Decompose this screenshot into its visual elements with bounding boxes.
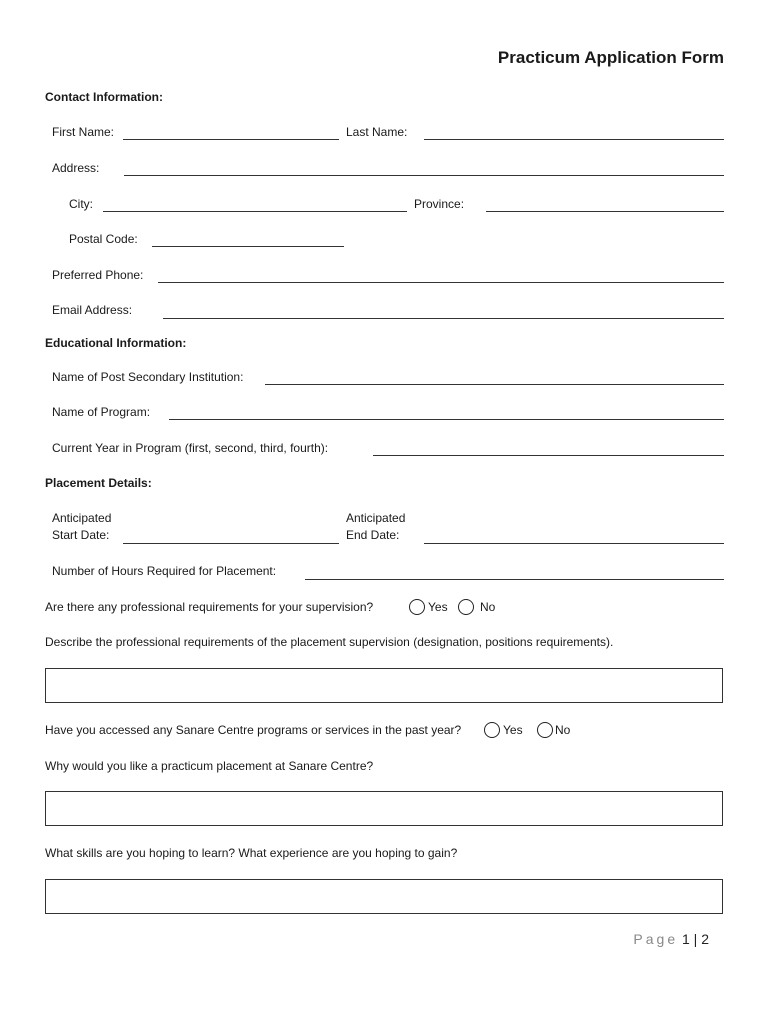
- q1-no-label: No: [480, 600, 496, 614]
- q1-no-radio[interactable]: [458, 599, 474, 615]
- last-name-field[interactable]: [424, 139, 724, 140]
- page-title: Practicum Application Form: [497, 48, 724, 67]
- year-label: Current Year in Program (first, second, third, fourth):: [52, 441, 329, 455]
- start-date-label-line2: Start Date:: [52, 528, 110, 542]
- q3-answer-box[interactable]: [45, 791, 723, 826]
- year-field[interactable]: [373, 455, 724, 456]
- hours-field[interactable]: [305, 579, 724, 580]
- page-number: [633, 931, 709, 947]
- q4-label: What skills are you hoping to learn? What experience are you hoping to gain?: [45, 846, 458, 860]
- preferred-phone-label: Preferred Phone:: [52, 268, 144, 282]
- program-field[interactable]: [169, 419, 724, 420]
- end-date-label-line1: Anticipated: [346, 511, 406, 525]
- first-name-field[interactable]: [123, 139, 339, 140]
- city-field[interactable]: [103, 211, 407, 212]
- email-label: Email Address:: [52, 303, 133, 317]
- q3-label: Why would you like a practicum placement at Sanare Centre?: [45, 759, 374, 773]
- start-date-field[interactable]: [123, 543, 339, 544]
- last-name-label: Last Name:: [346, 125, 408, 139]
- preferred-phone-field[interactable]: [158, 282, 724, 283]
- postal-code-field[interactable]: [152, 246, 344, 247]
- q1-describe-box[interactable]: [45, 668, 723, 703]
- placement-heading: Placement Details:: [45, 476, 152, 490]
- email-field[interactable]: [163, 318, 724, 319]
- hours-label: Number of Hours Required for Placement:: [52, 564, 277, 578]
- page-word: Page: [633, 931, 679, 947]
- q4-answer-box[interactable]: [45, 879, 723, 914]
- page-numbers: 1 | 2: [682, 931, 709, 947]
- q1-label: Are there any professional requirements for your supervision?: [45, 600, 374, 614]
- province-label: Province:: [414, 197, 465, 211]
- city-label: City:: [69, 197, 93, 211]
- start-date-label-line1: Anticipated: [52, 511, 112, 525]
- q2-yes-radio[interactable]: [484, 722, 500, 738]
- end-date-label-line2: End Date:: [346, 528, 400, 542]
- first-name-label: First Name:: [52, 125, 115, 139]
- address-label: Address:: [52, 161, 100, 175]
- end-date-field[interactable]: [424, 543, 724, 544]
- institution-field[interactable]: [265, 384, 724, 385]
- education-heading: Educational Information:: [45, 336, 187, 350]
- q2-no-label: No: [555, 723, 571, 737]
- program-label: Name of Program:: [52, 405, 151, 419]
- postal-code-label: Postal Code:: [69, 232, 138, 246]
- province-field[interactable]: [486, 211, 724, 212]
- q2-label: Have you accessed any Sanare Centre programs or services in the past year?: [45, 723, 462, 737]
- q1-yes-radio[interactable]: [409, 599, 425, 615]
- address-field[interactable]: [124, 175, 724, 176]
- contact-heading: Contact Information:: [45, 90, 163, 104]
- q1-yes-label: Yes: [428, 600, 448, 614]
- q2-yes-label: Yes: [503, 723, 523, 737]
- q1-describe-label: Describe the professional requirements of the placement supervision (designation, positions requirements).: [45, 635, 614, 649]
- q2-no-radio[interactable]: [537, 722, 553, 738]
- institution-label: Name of Post Secondary Institution:: [52, 370, 244, 384]
